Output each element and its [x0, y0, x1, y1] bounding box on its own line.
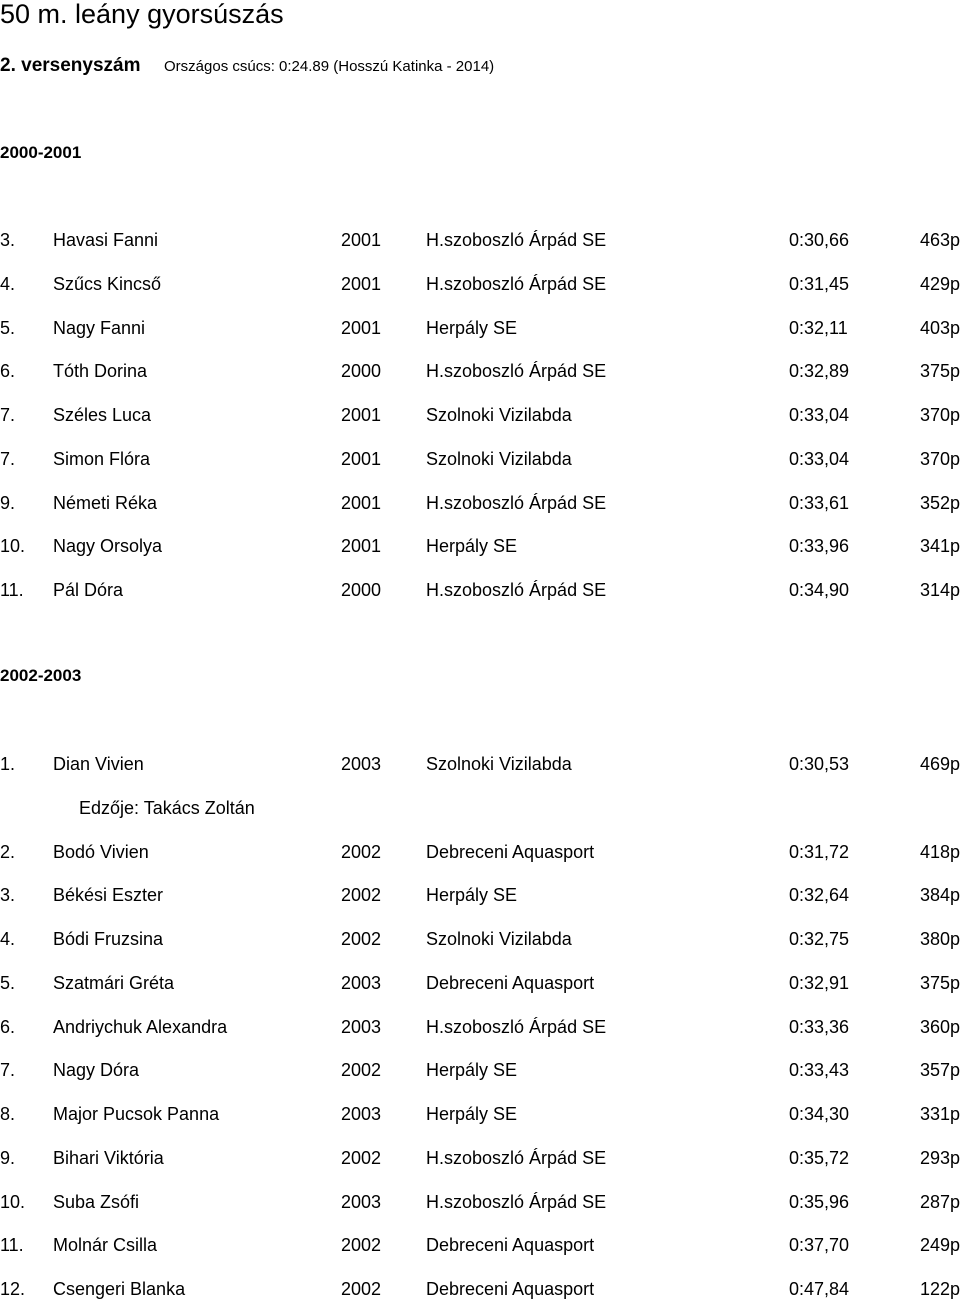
swim-time: 0:32,11 — [789, 317, 848, 338]
swim-time: 0:37,70 — [789, 1235, 850, 1256]
swim-time: 0:35,72 — [789, 1147, 850, 1168]
result-row — [0, 272, 960, 296]
points-value: 384p — [919, 885, 960, 906]
swim-time: 0:33,04 — [789, 448, 850, 469]
result-row — [0, 1190, 960, 1214]
page-title: 50 m. leány gyorsúszás — [0, 0, 284, 29]
birth-year: 2002 — [341, 885, 382, 906]
swim-time: 0:34,90 — [789, 580, 850, 600]
age-group-heading: 2002-2003 — [0, 666, 82, 685]
result-place: 3. — [0, 230, 16, 250]
result-row — [0, 971, 960, 995]
result-place: 6. — [0, 1016, 16, 1037]
birth-year: 2001 — [341, 536, 382, 557]
result-row — [0, 359, 960, 383]
swimmer-name: Németi Réka — [53, 492, 158, 513]
birth-year: 2003 — [341, 972, 382, 993]
result-place: 1. — [0, 754, 16, 774]
points-value: 370p — [919, 405, 960, 425]
club-name: H.szoboszló Árpád SE — [426, 273, 607, 294]
swimmer-name: Simon Flóra — [53, 448, 151, 469]
birth-year: 2000 — [341, 361, 382, 382]
swim-time: 0:35,96 — [789, 1191, 850, 1212]
result-row — [0, 840, 960, 864]
birth-year: 2002 — [341, 1147, 382, 1168]
club-name: H.szoboszló Árpád SE — [426, 1147, 607, 1168]
birth-year: 2001 — [341, 448, 382, 469]
birth-year: 2002 — [341, 1235, 382, 1256]
result-row — [0, 752, 960, 776]
points-value: 287p — [919, 1191, 960, 1212]
points-value: 375p — [919, 972, 960, 993]
swim-time: 0:34,30 — [789, 1104, 850, 1124]
result-place: 4. — [0, 929, 16, 949]
swimmer-name: Nagy Dóra — [53, 1060, 140, 1081]
result-place: 4. — [0, 273, 16, 294]
birth-year: 2002 — [341, 1060, 382, 1081]
club-name: Szolnoki Vizilabda — [426, 929, 572, 949]
result-row — [0, 1058, 960, 1082]
result-row — [0, 447, 960, 471]
club-name: Debreceni Aquasport — [426, 1235, 595, 1256]
result-row — [0, 228, 960, 252]
club-name: Szolnoki Vizilabda — [426, 754, 572, 774]
swimmer-name: Széles Luca — [53, 405, 152, 425]
birth-year: 2001 — [341, 492, 382, 513]
club-name: Szolnoki Vizilabda — [426, 405, 572, 425]
birth-year: 2002 — [341, 841, 382, 862]
swim-time: 0:30,53 — [789, 754, 850, 774]
swimmer-name: Szatmári Gréta — [53, 972, 175, 993]
result-place: 3. — [0, 885, 16, 906]
swimmer-name: Tóth Dorina — [53, 361, 148, 382]
points-value: 380p — [919, 929, 960, 949]
points-value: 293p — [919, 1147, 960, 1168]
swim-time: 0:33,43 — [789, 1060, 850, 1081]
result-place: 2. — [0, 841, 16, 862]
swimmer-name: Nagy Fanni — [53, 317, 146, 338]
birth-year: 2003 — [341, 754, 382, 774]
result-row — [0, 883, 960, 907]
coach-note: Edzője: Takács Zoltán — [79, 797, 255, 818]
birth-year: 2001 — [341, 230, 382, 250]
points-value: 357p — [919, 1060, 960, 1081]
result-row — [0, 927, 960, 951]
swim-time: 0:31,72 — [789, 841, 850, 862]
result-place: 10. — [0, 1191, 26, 1212]
birth-year: 2002 — [341, 1279, 382, 1299]
result-place: 5. — [0, 317, 16, 338]
result-place: 6. — [0, 361, 16, 382]
club-name: Herpály SE — [426, 536, 518, 557]
birth-year: 2003 — [341, 1016, 382, 1037]
age-group-heading: 2000-2001 — [0, 143, 82, 162]
club-name: H.szoboszló Árpád SE — [426, 230, 607, 250]
event-number: 2. versenyszám — [0, 55, 141, 76]
swimmer-name: Bihari Viktória — [53, 1147, 164, 1168]
result-place: 11. — [0, 1235, 24, 1256]
result-row — [0, 403, 960, 427]
points-value: 122p — [919, 1279, 960, 1299]
club-name: Herpály SE — [426, 1060, 518, 1081]
result-place: 11. — [0, 580, 24, 600]
birth-year: 2001 — [341, 273, 382, 294]
swim-time: 0:33,96 — [789, 536, 850, 557]
swim-time: 0:47,84 — [789, 1279, 850, 1299]
club-name: Herpály SE — [426, 317, 518, 338]
result-row — [0, 491, 960, 515]
swim-time: 0:32,64 — [789, 885, 850, 906]
swim-time: 0:32,91 — [789, 972, 850, 993]
swim-time: 0:33,61 — [789, 492, 850, 513]
swim-time: 0:33,36 — [789, 1016, 850, 1037]
swimmer-name: Dian Vivien — [53, 754, 144, 774]
result-place: 9. — [0, 492, 16, 513]
result-place: 5. — [0, 972, 16, 993]
points-value: 352p — [919, 492, 960, 513]
club-name: Debreceni Aquasport — [426, 972, 595, 993]
club-name: Debreceni Aquasport — [426, 1279, 595, 1299]
swim-time: 0:33,04 — [789, 405, 850, 425]
result-place: 7. — [0, 405, 16, 425]
result-row — [0, 1233, 960, 1257]
points-value: 418p — [919, 841, 960, 862]
club-name: H.szoboszló Árpád SE — [426, 1016, 607, 1037]
swim-time: 0:32,89 — [789, 361, 850, 382]
points-value: 370p — [919, 448, 960, 469]
club-name: Szolnoki Vizilabda — [426, 448, 572, 469]
result-place: 8. — [0, 1104, 16, 1124]
national-record: Országos csúcs: 0:24.89 (Hosszú Katinka - 2014) — [164, 58, 495, 75]
points-value: 360p — [919, 1016, 960, 1037]
swimmer-name: Pál Dóra — [53, 580, 124, 600]
swim-time: 0:32,75 — [789, 929, 850, 949]
club-name: H.szoboszló Árpád SE — [426, 492, 607, 513]
result-row — [0, 1277, 960, 1301]
result-place: 10. — [0, 536, 26, 557]
points-value: 249p — [919, 1235, 960, 1256]
result-row — [0, 534, 960, 558]
club-name: H.szoboszló Árpád SE — [426, 1191, 607, 1212]
points-value: 331p — [919, 1104, 960, 1124]
swimmer-name: Major Pucsok Panna — [53, 1104, 220, 1124]
result-row — [0, 1015, 960, 1039]
birth-year: 2002 — [341, 929, 382, 949]
result-row — [0, 1102, 960, 1126]
club-name: Herpály SE — [426, 1104, 518, 1124]
club-name: H.szoboszló Árpád SE — [426, 361, 607, 382]
birth-year: 2003 — [341, 1104, 382, 1124]
swim-time: 0:31,45 — [789, 273, 850, 294]
swimmer-name: Bódi Fruzsina — [53, 929, 164, 949]
result-place: 9. — [0, 1147, 16, 1168]
club-name: H.szoboszló Árpád SE — [426, 580, 607, 600]
swimmer-name: Havasi Fanni — [53, 230, 159, 250]
result-place: 7. — [0, 1060, 16, 1081]
swimmer-name: Molnár Csilla — [53, 1235, 158, 1256]
swimmer-name: Suba Zsófi — [53, 1191, 140, 1212]
swimmer-name: Csengeri Blanka — [53, 1279, 186, 1299]
points-value: 429p — [919, 273, 960, 294]
result-place: 12. — [0, 1279, 26, 1299]
result-place: 7. — [0, 448, 16, 469]
swim-time: 0:30,66 — [789, 230, 850, 250]
birth-year: 2000 — [341, 580, 382, 600]
result-row — [0, 316, 960, 340]
swimmer-name: Szűcs Kincső — [53, 273, 162, 294]
birth-year: 2001 — [341, 317, 382, 338]
points-value: 341p — [919, 536, 960, 557]
points-value: 469p — [919, 754, 960, 774]
points-value: 314p — [919, 580, 960, 600]
result-row — [0, 578, 960, 602]
swimmer-name: Bodó Vivien — [53, 841, 149, 862]
birth-year: 2001 — [341, 405, 382, 425]
result-row — [0, 1146, 960, 1170]
swimmer-name: Andriychuk Alexandra — [53, 1016, 228, 1037]
club-name: Debreceni Aquasport — [426, 841, 595, 862]
swimmer-name: Békési Eszter — [53, 885, 164, 906]
points-value: 463p — [919, 230, 960, 250]
club-name: Herpály SE — [426, 885, 518, 906]
points-value: 403p — [919, 317, 960, 338]
points-value: 375p — [919, 361, 960, 382]
swimmer-name: Nagy Orsolya — [53, 536, 163, 557]
birth-year: 2003 — [341, 1191, 382, 1212]
